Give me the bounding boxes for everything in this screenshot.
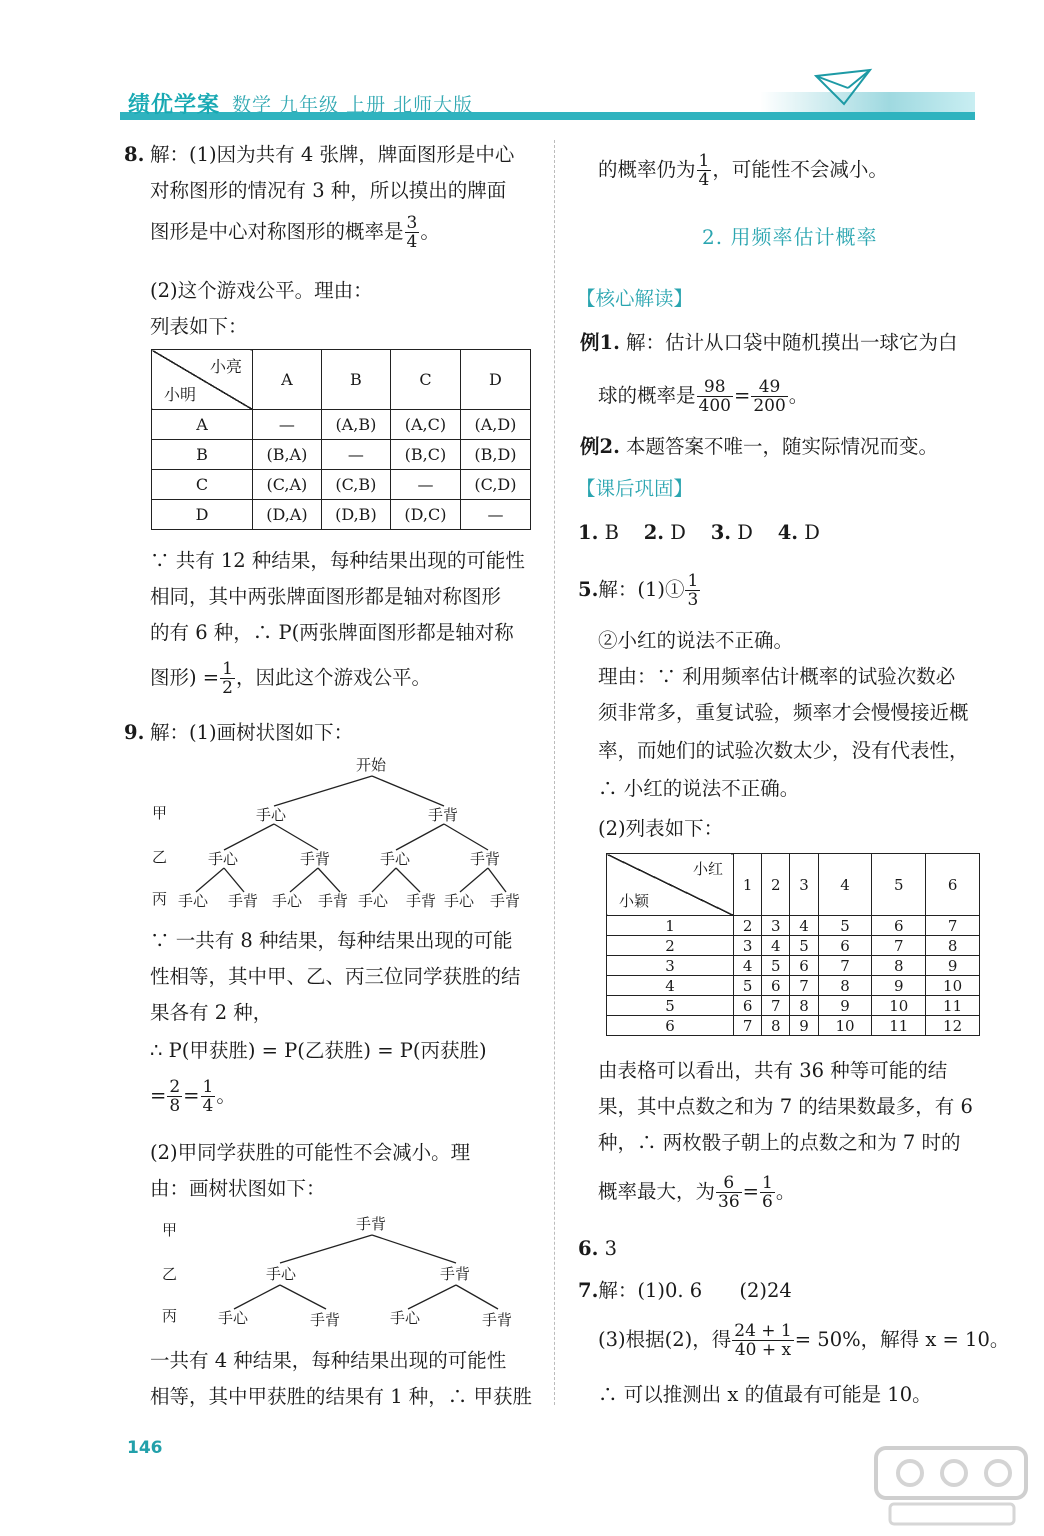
fraction: $\frac{1}{4}$ xyxy=(698,151,710,190)
example1-line2: 球的概率是 $\frac{98}{400}$ = $\frac{49}{200}$ 。 xyxy=(598,377,809,416)
svg-text:手心: 手心 xyxy=(358,892,389,910)
table-cell: 4 xyxy=(790,916,818,936)
table-cell: (D,C) xyxy=(390,500,460,530)
table-top-label: 小亮 xyxy=(209,357,242,376)
table-column-header: 4 xyxy=(818,854,872,916)
q8-line9: 图形) = $\frac{1}{2}$ ，因此这个游戏公平。 xyxy=(150,659,431,698)
fraction: $\frac{1}{6}$ xyxy=(762,1173,773,1212)
table-row xyxy=(607,956,980,976)
table-column-header: 2 xyxy=(762,854,790,916)
fraction: $\frac{49}{200}$ xyxy=(753,377,786,416)
q8-table xyxy=(151,349,531,530)
q5-line2: ②小红的说法不正确。 xyxy=(598,629,794,652)
table-row-header: 4 xyxy=(607,976,734,996)
tag-core-reading: 【核心解读】 xyxy=(576,287,694,310)
table-column-header: 5 xyxy=(872,854,926,916)
fraction: $\frac{1}{2}$ xyxy=(222,659,233,698)
fraction: $\frac{3}{4}$ xyxy=(406,213,418,252)
svg-text:手心: 手心 xyxy=(218,1309,249,1327)
table-cell: 7 xyxy=(762,996,790,1016)
svg-text:手背: 手背 xyxy=(310,1311,341,1329)
page-header xyxy=(0,0,1044,130)
table-row-header: D xyxy=(152,500,253,530)
tree1-level-yi: 乙 xyxy=(152,848,168,866)
table-cell: 9 xyxy=(926,956,980,976)
fraction: $\frac{1}{3}$ xyxy=(687,571,699,610)
table-column-header: C xyxy=(390,350,460,410)
svg-text:手心: 手心 xyxy=(444,892,475,910)
table-side-label: 小明 xyxy=(164,385,197,404)
table-cell: (A,C) xyxy=(390,410,460,440)
table-row-header: 3 xyxy=(607,956,734,976)
table-cell: 11 xyxy=(926,996,980,1016)
q5-line5: 率，而她们的试验次数太少，没有代表性， xyxy=(598,739,969,762)
table-cell: 7 xyxy=(872,936,926,956)
q9-line4: 果各有 2 种， xyxy=(150,1001,273,1024)
q8-line4: (2)这个游戏公平。理由： xyxy=(150,279,373,302)
tree2-level-yi: 乙 xyxy=(162,1265,178,1283)
table-cell: 9 xyxy=(790,1016,818,1036)
table-cell: 8 xyxy=(790,996,818,1016)
table-cell: (C,A) xyxy=(253,470,322,500)
table-row-header: C xyxy=(152,470,253,500)
table-row xyxy=(152,410,531,440)
q8-line8: 的有 6 种，∴ P(两张牌面图形都是轴对称 xyxy=(150,621,514,644)
q5-line6: ∴ 小红的说法不正确。 xyxy=(598,777,800,800)
svg-text:手背: 手背 xyxy=(300,850,331,868)
fraction: $\frac{98}{400}$ xyxy=(698,377,731,416)
table-row-header: B xyxy=(152,440,253,470)
table-cell: 4 xyxy=(762,936,790,956)
table-cell: 7 xyxy=(734,1016,762,1036)
table-cell: 3 xyxy=(762,916,790,936)
svg-text:手心: 手心 xyxy=(178,892,209,910)
fraction: $\frac{1}{4}$ xyxy=(202,1077,214,1116)
svg-text:手背: 手背 xyxy=(470,850,501,868)
q7-line3: ∴ 可以推测出 x 的值最有可能是 10。 xyxy=(598,1383,932,1406)
q9-line2: ∵ 一共有 8 种结果，每种结果出现的可能 xyxy=(150,929,513,952)
table-cell: 6 xyxy=(790,956,818,976)
table-cell: 6 xyxy=(734,996,762,1016)
table-diagonal-header-cell xyxy=(152,350,253,410)
right-line1: 的概率仍为 $\frac{1}{4}$ ，可能性不会减小。 xyxy=(598,151,888,190)
paper-plane-icon xyxy=(814,68,874,108)
table-row xyxy=(152,500,531,530)
table-cell: 6 xyxy=(762,976,790,996)
q5-line11: 概率最大，为 $\frac{6}{36}$ = $\frac{1}{6}$ 。 xyxy=(598,1173,796,1212)
table-cell: 11 xyxy=(872,1016,926,1036)
tag-after-class: 【课后巩固】 xyxy=(576,477,694,500)
tree-diagram-1 xyxy=(140,750,540,920)
table-cell: (C,D) xyxy=(460,470,530,500)
q9-number: 9. xyxy=(124,721,145,744)
tree2-level-bing: 丙 xyxy=(162,1307,178,1325)
table-cell: — xyxy=(390,470,460,500)
watermark-logo xyxy=(870,1440,1040,1530)
table-cell: (D,B) xyxy=(321,500,390,530)
q7-line2: (3)根据(2)，得 $\frac{24 + 1}{40 + x}$ = 50%，解得 x = 10。 xyxy=(598,1321,1010,1360)
fraction: $\frac{2}{8}$ xyxy=(169,1077,181,1116)
table-row-header: 5 xyxy=(607,996,734,1016)
tree1-level-bing: 丙 xyxy=(152,890,168,908)
table-cell: 8 xyxy=(872,956,926,976)
table-cell: 7 xyxy=(790,976,818,996)
answers-1-4: 1. B 2. D 3. D 4. D xyxy=(578,521,820,544)
q5-line4: 须非常多，重复试验，频率才会慢慢接近概 xyxy=(598,701,969,724)
table-column-header: D xyxy=(460,350,530,410)
brand-logo: 绩优学案 xyxy=(128,93,221,118)
table-column-header: B xyxy=(321,350,390,410)
fraction: $\frac{24 + 1}{40 + x}$ xyxy=(734,1321,792,1360)
table-cell: (B,C) xyxy=(390,440,460,470)
table-row xyxy=(607,916,980,936)
q8-line1: 解：(1)因为共有 4 张牌，牌面图形是中心 xyxy=(150,143,515,166)
q5-line10: 种，∴ 两枚骰子朝上的点数之和为 7 时的 xyxy=(598,1131,961,1154)
q9-line5: ∴ P(甲获胜) = P(乙获胜) = P(丙获胜) xyxy=(150,1039,487,1062)
svg-text:手心: 手心 xyxy=(266,1265,297,1283)
table-top-label: 小红 xyxy=(692,860,723,878)
table-row xyxy=(607,1016,980,1036)
page-number: 146 xyxy=(127,1438,163,1458)
tree2-level-jia: 甲 xyxy=(162,1221,178,1239)
table-diagonal-header-cell xyxy=(607,854,734,916)
table-column-header: A xyxy=(253,350,322,410)
q9-line8: 由：画树状图如下： xyxy=(150,1177,326,1200)
q9-line6: = $\frac{2}{8}$ = $\frac{1}{4}$ 。 xyxy=(150,1077,236,1116)
svg-text:手心: 手心 xyxy=(272,892,303,910)
q8-line7: 相同，其中两张牌面图形都是轴对称图形 xyxy=(150,585,502,608)
svg-text:手心: 手心 xyxy=(208,850,239,868)
q5-line1: 5.解：(1)① $\frac{1}{3}$ xyxy=(578,571,699,610)
table-cell: 5 xyxy=(762,956,790,976)
q5-line7: (2)列表如下： xyxy=(598,817,724,840)
table-cell: 5 xyxy=(818,916,872,936)
header-subject: 数学 九年级 上册 北师大版 xyxy=(232,94,474,116)
q9-line1: 解：(1)画树状图如下： xyxy=(150,721,354,744)
table-row xyxy=(152,440,531,470)
table-column-header: 1 xyxy=(734,854,762,916)
svg-text:手背: 手背 xyxy=(406,892,437,910)
table-row xyxy=(607,996,980,1016)
table-cell: 10 xyxy=(926,976,980,996)
table-cell: 6 xyxy=(818,936,872,956)
table-cell: (A,B) xyxy=(321,410,390,440)
table-cell: 10 xyxy=(818,1016,872,1036)
tree-diagram-2 xyxy=(150,1205,530,1340)
table-cell: 8 xyxy=(926,936,980,956)
table-cell: 10 xyxy=(872,996,926,1016)
q8-line6: ∵ 共有 12 种结果，每种结果出现的可能性 xyxy=(150,549,525,572)
table-cell: (D,A) xyxy=(253,500,322,530)
table-cell: 5 xyxy=(734,976,762,996)
example1-line1: 例1. 解：估计从口袋中随机摸出一球它为白 xyxy=(580,331,958,354)
table-cell: — xyxy=(253,410,322,440)
q5-table xyxy=(606,853,980,1036)
table-row-header: A xyxy=(152,410,253,440)
svg-text:手心: 手心 xyxy=(380,850,411,868)
table-cell: 8 xyxy=(818,976,872,996)
q9-line10: 相等，其中甲获胜的结果有 1 种，∴ 甲获胜 xyxy=(150,1385,533,1408)
table-row xyxy=(152,470,531,500)
svg-text:手背: 手背 xyxy=(228,892,259,910)
table-cell: (C,B) xyxy=(321,470,390,500)
table-cell: 5 xyxy=(790,936,818,956)
table-column-header: 3 xyxy=(790,854,818,916)
svg-text:手背: 手背 xyxy=(440,1265,471,1283)
table-cell: — xyxy=(321,440,390,470)
fraction: $\frac{6}{36}$ xyxy=(718,1173,740,1212)
table-cell: 9 xyxy=(818,996,872,1016)
table-column-header: 6 xyxy=(926,854,980,916)
q9-line9: 一共有 4 种结果，每种结果出现的可能性 xyxy=(150,1349,507,1372)
q8-line3: 图形是中心对称图形的概率是 $\frac{3}{4}$ 。 xyxy=(150,213,440,252)
table-cell: 9 xyxy=(872,976,926,996)
q5-line8: 由表格可以看出，共有 36 种等可能的结 xyxy=(598,1059,948,1082)
table-cell: 6 xyxy=(872,916,926,936)
svg-text:手心: 手心 xyxy=(390,1309,421,1327)
section-title: 2. 用频率估计概率 xyxy=(702,225,878,249)
table-cell: (B,D) xyxy=(460,440,530,470)
table-row xyxy=(607,976,980,996)
example2: 例2. 本题答案不唯一，随实际情况而变。 xyxy=(580,435,939,458)
q8-line5: 列表如下： xyxy=(150,315,248,338)
q7-line1: 7.解：(1)0. 6 (2)24 xyxy=(578,1279,792,1302)
table-cell: 7 xyxy=(926,916,980,936)
q8-number: 8. xyxy=(124,143,145,166)
svg-text:手背: 手背 xyxy=(428,806,459,824)
table-cell: 2 xyxy=(734,916,762,936)
q5-line3: 理由：∵ 利用频率估计概率的试验次数必 xyxy=(598,665,956,688)
table-side-label: 小颖 xyxy=(619,892,650,910)
table-cell: (A,D) xyxy=(460,410,530,440)
table-cell: 3 xyxy=(734,936,762,956)
q9-line7: (2)甲同学获胜的可能性不会减小。理 xyxy=(150,1141,471,1164)
svg-text:手背: 手背 xyxy=(490,892,521,910)
table-row-header: 2 xyxy=(607,936,734,956)
table-cell: — xyxy=(460,500,530,530)
q5-line9: 果，其中点数之和为 7 的结果数最多，有 6 xyxy=(598,1095,973,1118)
tree2-root: 手背 xyxy=(356,1215,387,1233)
table-row xyxy=(607,936,980,956)
svg-text:手背: 手背 xyxy=(482,1311,513,1329)
table-cell: (B,A) xyxy=(253,440,322,470)
q8-line2: 对称图形的情况有 3 种，所以摸出的牌面 xyxy=(150,179,507,202)
tree1-root: 开始 xyxy=(356,756,387,774)
tree1-level-jia: 甲 xyxy=(152,804,168,822)
svg-text:手背: 手背 xyxy=(318,892,349,910)
q6-answer: 6. 3 xyxy=(578,1237,617,1260)
table-row-header: 6 xyxy=(607,1016,734,1036)
table-row-header: 1 xyxy=(607,916,734,936)
table-cell: 7 xyxy=(818,956,872,976)
table-cell: 4 xyxy=(734,956,762,976)
table-cell: 12 xyxy=(926,1016,980,1036)
table-cell: 8 xyxy=(762,1016,790,1036)
column-divider xyxy=(554,140,555,1405)
q9-line3: 性相等，其中甲、乙、丙三位同学获胜的结 xyxy=(150,965,521,988)
svg-text:手心: 手心 xyxy=(256,806,287,824)
